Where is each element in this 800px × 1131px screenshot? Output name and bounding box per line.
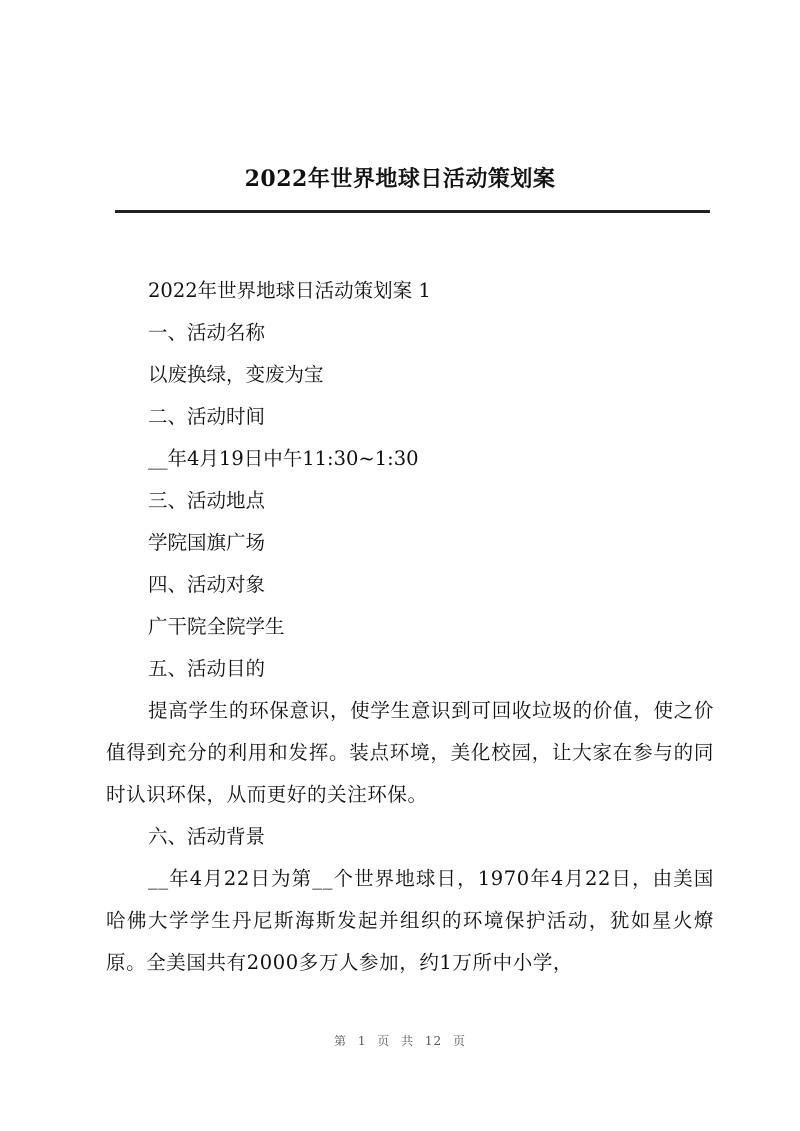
- title-divider: [115, 210, 710, 213]
- page-number: 第 1 页 共 12 页: [334, 1034, 466, 1048]
- section-heading-time: 二、活动时间: [148, 405, 266, 428]
- section-body-audience: 广干院全院学生: [148, 615, 285, 638]
- section-heading-audience: 四、活动对象: [148, 573, 266, 596]
- document-body: [106, 270, 714, 984]
- section-heading-name: 一、活动名称: [148, 321, 266, 344]
- section-body-background: __年4月22日为第__个世界地球日，1970年4月22日，由美国哈佛大学学生丹尼斯海斯发起并组织的环境保护活动，犹如星火燎原。全美国共有2000多万人参加，约1万所中小学，: [106, 867, 714, 974]
- document-subtitle: 2022年世界地球日活动策划案 1: [148, 279, 431, 302]
- section-body-purpose: 提高学生的环保意识，使学生意识到可回收垃圾的价值，使之价值得到充分的利用和发挥。装点环境，美化校园，让大家在参与的同时认识环保，从而更好的关注环保。: [106, 699, 714, 806]
- section-body-name: 以废换绿，变废为宝: [148, 363, 324, 386]
- section-heading-purpose: 五、活动目的: [148, 657, 266, 680]
- section-body-time: __年4月19日中午11:30~1:30: [148, 447, 419, 470]
- section-heading-background: 六、活动背景: [148, 825, 266, 848]
- section-body-location: 学院国旗广场: [148, 531, 266, 554]
- section-heading-location: 三、活动地点: [148, 489, 266, 512]
- document-title: 2022年世界地球日活动策划案: [244, 166, 556, 192]
